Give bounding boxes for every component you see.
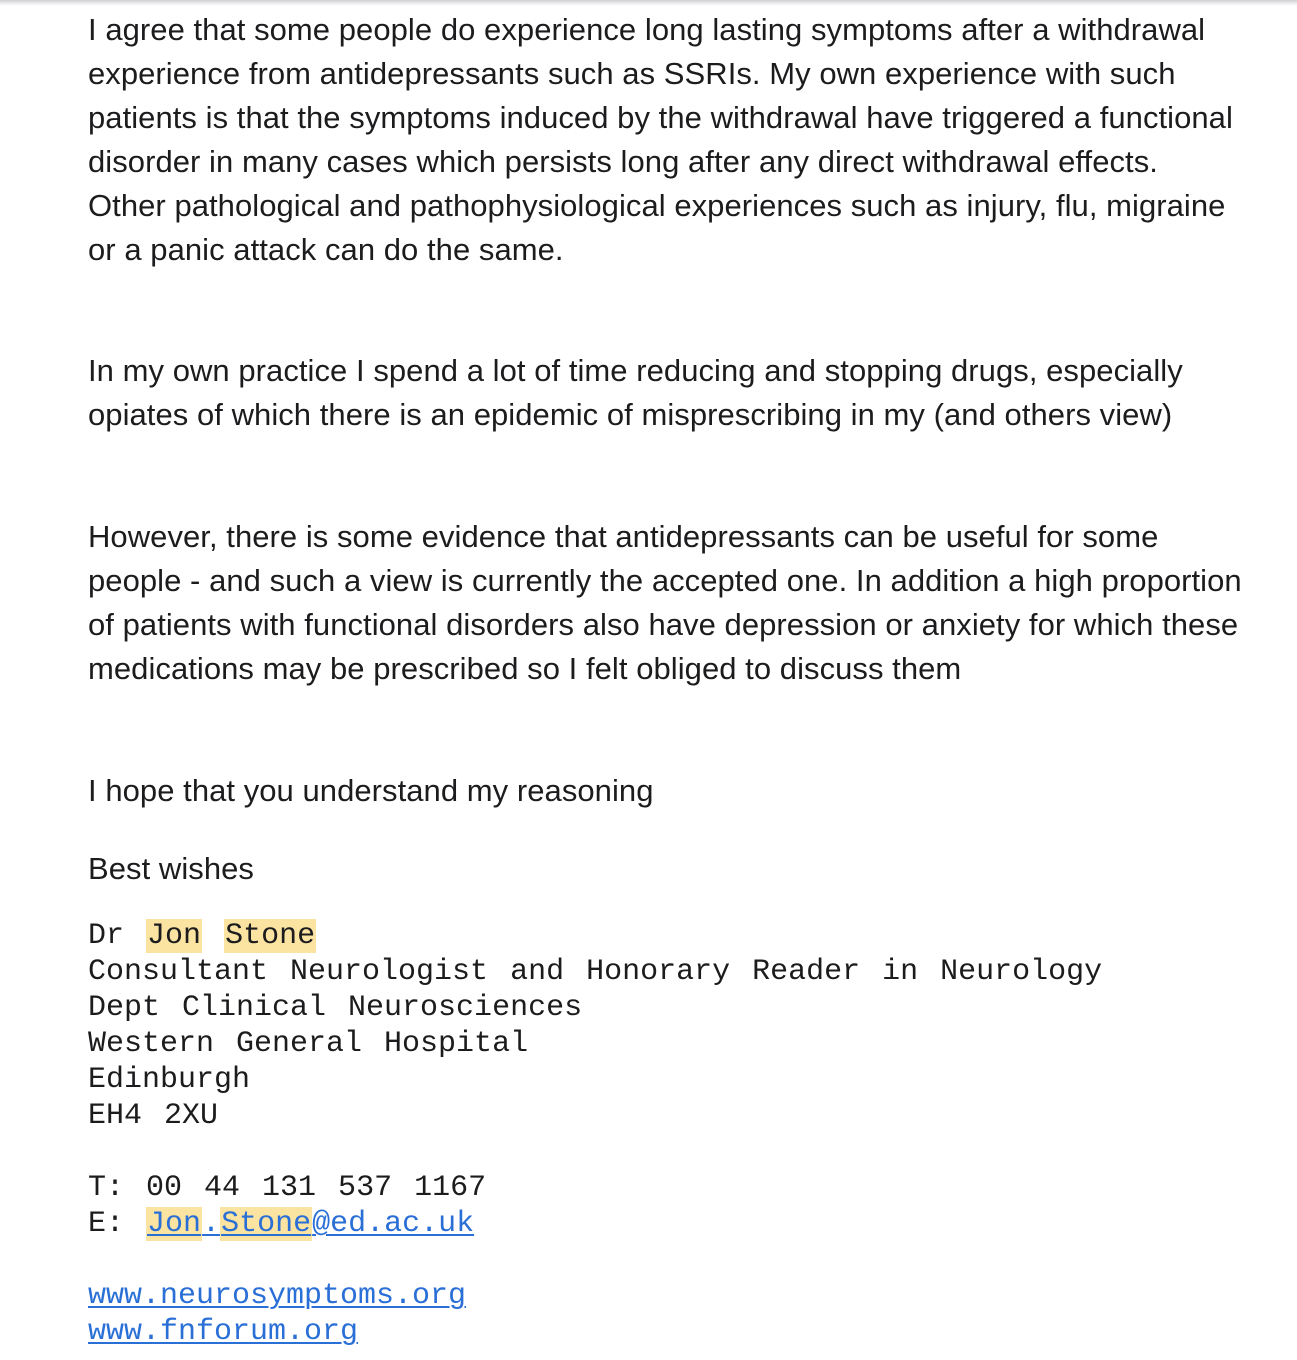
paragraph-withdrawal-symptoms: I agree that some people do experience long lasting symptoms after a withdrawal experience from antidepressants such as SSRIs. My own experience with such patients is that the symptoms induced by the withdrawal have triggered a functional disorder in many cases which persists long after any direct withdrawal effects. Other pathological and pathophysiological experiences such as injury, flu, migraine or a panic attack can do the same.	[88, 12, 1233, 267]
signature-phone	[88, 1170, 1102, 1206]
name-prefix: Dr	[88, 919, 125, 953]
signature-hospital: Western General Hospital	[88, 1027, 529, 1061]
paragraph-reasoning: I hope that you understand my reasoning	[88, 773, 654, 808]
signature-name	[88, 918, 1102, 954]
website-link-neurosymptoms[interactable]: www.neurosymptoms.org	[88, 1279, 467, 1313]
phone-number: 00 44 131 537 1167	[146, 1171, 487, 1205]
signature-city: Edinburgh	[88, 1063, 251, 1097]
signature-email	[88, 1206, 1102, 1242]
signature-postcode: EH4 2XU	[88, 1099, 219, 1133]
email-domain: @ed.ac.uk	[312, 1207, 475, 1241]
website-row-2	[88, 1314, 1102, 1350]
website-row-1	[88, 1278, 1102, 1314]
signature-spacer	[88, 1134, 1102, 1170]
top-edge-shadow	[0, 0, 1297, 6]
email-dot: .	[202, 1207, 221, 1241]
email-highlight-first: Jon	[147, 1207, 202, 1241]
paragraph-evidence: However, there is some evidence that antidepressants can be useful for some people - and such a view is currently the accepted one. In addition a high proportion of patients with functional disorders also have depression or anxiety for which these medications may be prescribed so I felt obliged to discuss them	[88, 519, 1242, 686]
paragraph-own-practice: In my own practice I spend a lot of time reducing and stopping drugs, especially opiates of which there is an epidemic of misprescribing in my (and others view)	[88, 353, 1183, 432]
signature-position: Consultant Neurologist and Honorary Reader in Neurology	[88, 955, 1103, 989]
email-link[interactable]	[146, 1207, 474, 1241]
email-highlight-last: Stone	[221, 1207, 312, 1241]
highlight-last-name: Stone	[225, 919, 316, 953]
phone-label: T:	[88, 1171, 125, 1205]
email-label: E:	[88, 1207, 125, 1241]
sign-off: Best wishes	[88, 851, 254, 886]
website-link-fnforum[interactable]: www.fnforum.org	[88, 1315, 359, 1349]
signature-spacer-2	[88, 1242, 1102, 1278]
signature-department: Dept Clinical Neurosciences	[88, 991, 583, 1025]
highlight-first-name: Jon	[147, 919, 202, 953]
email-signature	[88, 918, 1102, 1350]
